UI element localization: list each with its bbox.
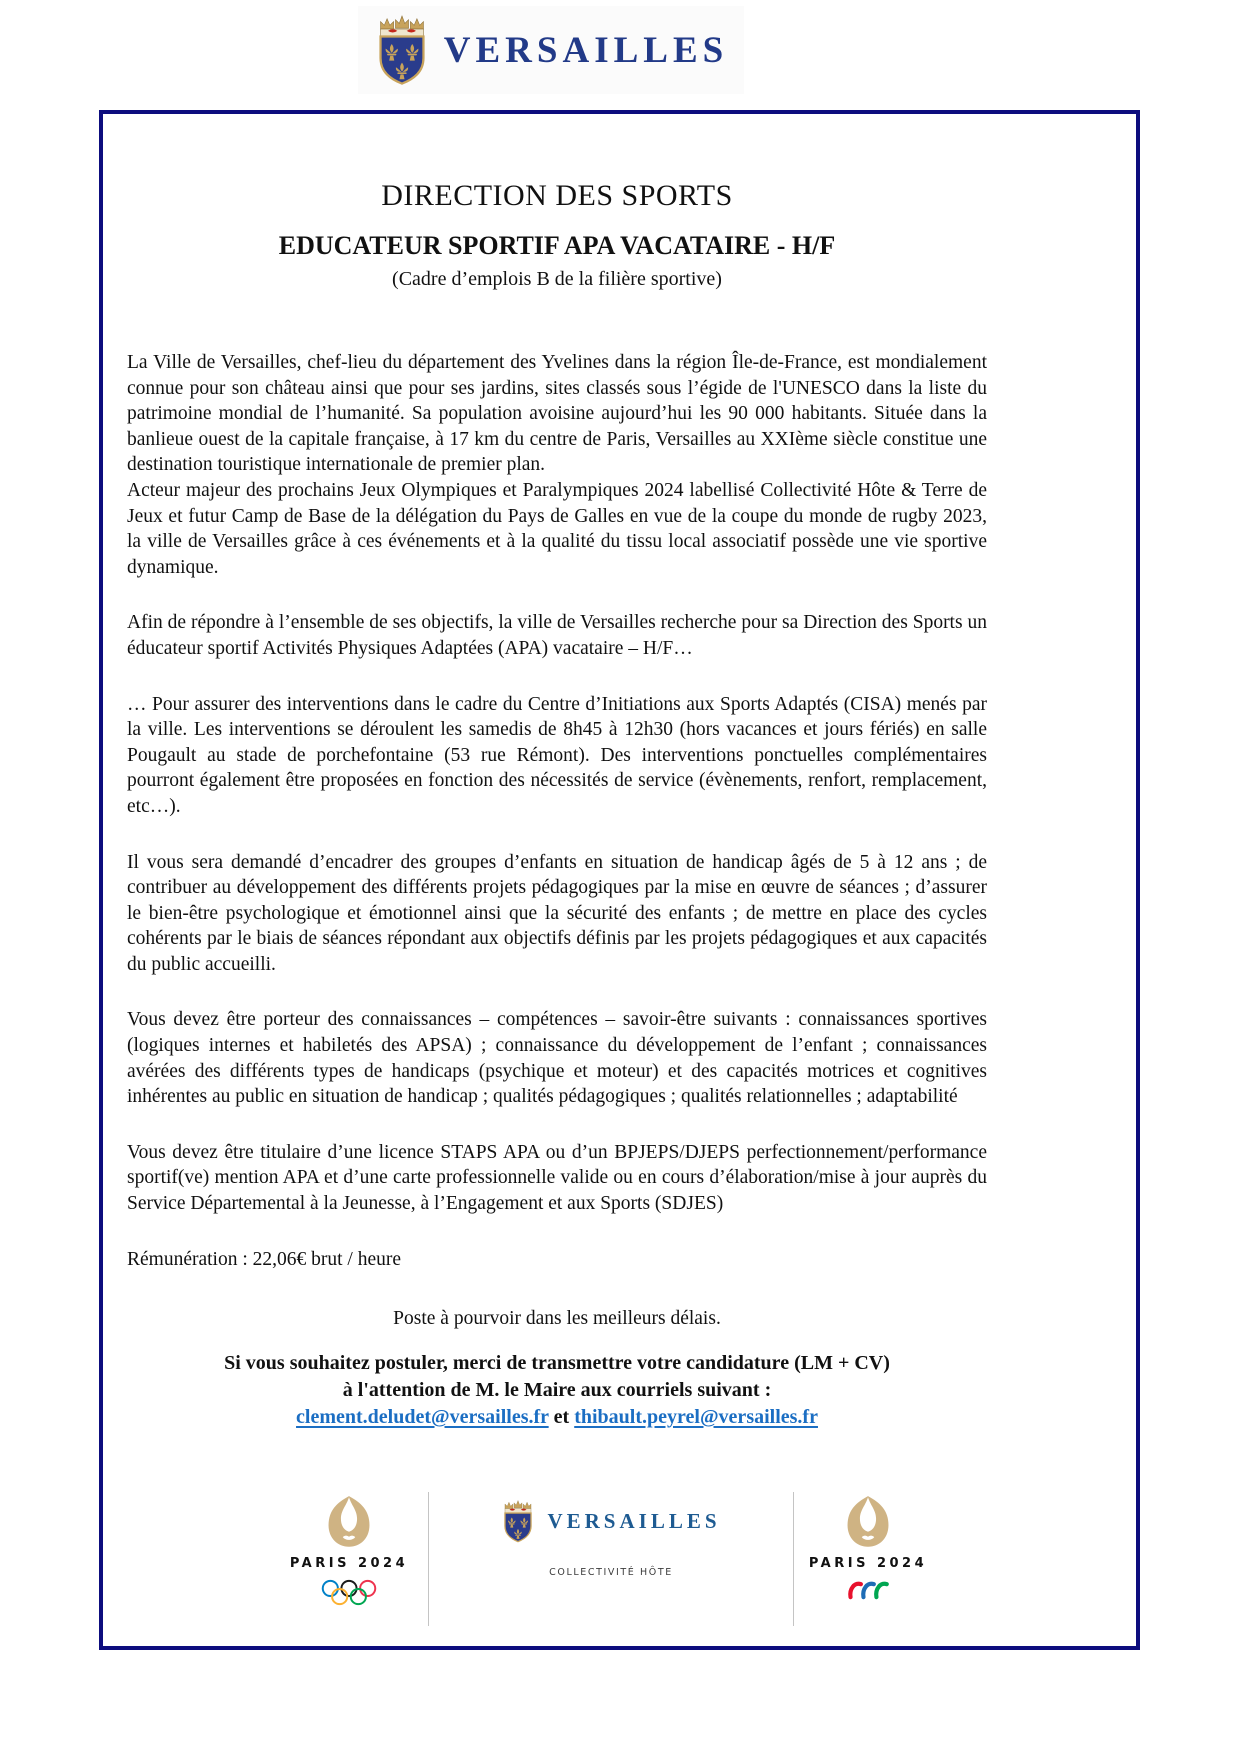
paragraph-responsibilities: Il vous sera demandé d’encadrer des groupes d’enfants en situation de handicap âgés de 5 à 12 ans ; de contribuer au développement des différents projets pédagogiques par la mise en œuvre de séances ; d’assurer le bien-être psychologique et émotionnel ainsi que la sécurité des enfants ; de mettre en place des cycles cohérents par le biais de séances répondant aux objectifs définis par les projets pédagogiques et aux capacités du public accueilli. [127, 851, 987, 975]
paris2024-flame-icon [322, 1494, 376, 1550]
paragraph-position-summary: Afin de répondre à l’ensemble de ses objectifs, la ville de Versailles recherche pour sa Direction des Sports un éducateur sportif Activités Physiques Adaptées (APA) vacataire – H/F… [127, 612, 987, 659]
apply-line-1: Si vous souhaitez postuler, merci de transmettre votre candidature (LM + CV) [224, 1351, 890, 1374]
email-link-clement[interactable]: clement.deludet@versailles.fr [296, 1405, 549, 1428]
paris2024-olympic-logo [270, 1492, 428, 1626]
availability-line: Poste à pourvoir dans les meilleurs délais. [393, 1308, 721, 1330]
document-title: DIRECTION DES SPORTS [381, 179, 733, 212]
paragraph-mission-cisa: … Pour assurer des interventions dans le cadre du Centre d’Initiations aux Sports Adaptés (CISA) menés par la ville. Les interventions se déroulent les samedis de 8h45 à 12h30 (hors vacances et jours fériés) en salle Pougault au stade de porchefontaine (53 rue Rémont). Des interventions ponctuelles complémentaires pourront également être proposées en fonction des nécessités de service (évènements, renfort, remplacement, etc…). [127, 693, 987, 817]
remuneration-line: Rémunération : 22,06€ brut / heure [127, 1248, 402, 1270]
apply-instructions [127, 1350, 987, 1431]
email-line [127, 1404, 987, 1431]
paragraph-required-skills: Vous devez être porteur des connaissances – compétences – savoir-être suivants : connaissances sportives (logiques internes et habiletés des APSA) ; connaissance du développement de l’enfant ; connaissances avérées des différents types de handicaps (psychique et moteur) et des capacités motrices et cognitives inhérentes au public en situation de handicap ; qualités pédagogiques ; qualités relationnelles ; adaptabilité [127, 1009, 987, 1108]
versailles-lockup [501, 1500, 720, 1543]
versailles-wordmark: VERSAILLES [547, 1509, 721, 1533]
paris2024-label: PARIS 2024 [289, 1556, 409, 1571]
collectivite-hote-label: COLLECTIVITÉ HÔTE [549, 1567, 673, 1578]
paragraph-required-qualifications: Vous devez être titulaire d’une licence STAPS APA ou d’un BPJEPS/DJEPS perfectionnement/performance sportif(ve) mention APA et d’une carte professionnelle valide ou en cours d’élaboration/mise à jour auprès du Service Départemental à la Jeunesse, à l’Engagement et aux Sports (SDJES) [127, 1141, 987, 1215]
paris2024-paralympic-logo [794, 1492, 942, 1626]
versailles-crest-icon [501, 1500, 535, 1543]
job-grade-note: (Cadre d’emplois B de la filière sportive) [392, 268, 722, 290]
paris2024-label: PARIS 2024 [808, 1556, 928, 1571]
versailles-host-logo [428, 1492, 794, 1626]
brand-wordmark: VERSAILLES [443, 29, 729, 71]
olympic-rings-icon [321, 1579, 377, 1606]
document-frame [99, 110, 1140, 1650]
partner-logo-strip [270, 1492, 942, 1626]
paragraph-city-intro: La Ville de Versailles, chef-lieu du département des Yvelines dans la région Île-de-France, est mondialement connue pour son château ainsi que pour ses jardins, sites classés sous l’égide de l'UNESCO dans la liste du patrimoine mondial de l’humanité. Sa population avoisine aujourd’hui les 90 000 habitants. Située dans la banlieue ouest de la capitale française, à 17 km du centre de Paris, Versailles au XXIème siècle constitue une destination touristique internationale de premier plan. [127, 352, 987, 476]
paragraph-olympic-context: Acteur majeur des prochains Jeux Olympiques et Paralympiques 2024 labellisé Collectivité Hôte & Terre de Jeux et futur Camp de Base de la délégation du Pays de Galles en vue de la coupe du monde de rugby 2023, la ville de Versailles grâce à ces événements et à la qualité du tissu local associatif possède une vie sportive dynamique. [127, 479, 987, 578]
email-link-thibault[interactable]: thibault.peyrel@versailles.fr [574, 1405, 818, 1428]
apply-line-2: à l'attention de M. le Maire aux courriels suivant : [342, 1378, 772, 1401]
paralympic-agitos-icon [846, 1579, 890, 1601]
job-title: EDUCATEUR SPORTIF APA VACATAIRE - H/F [278, 231, 836, 260]
email-separator: et [548, 1405, 575, 1428]
paris2024-flame-icon [841, 1494, 895, 1550]
versailles-crest-icon [374, 15, 430, 86]
document-body [127, 114, 987, 1431]
versailles-brand-header [358, 6, 744, 94]
